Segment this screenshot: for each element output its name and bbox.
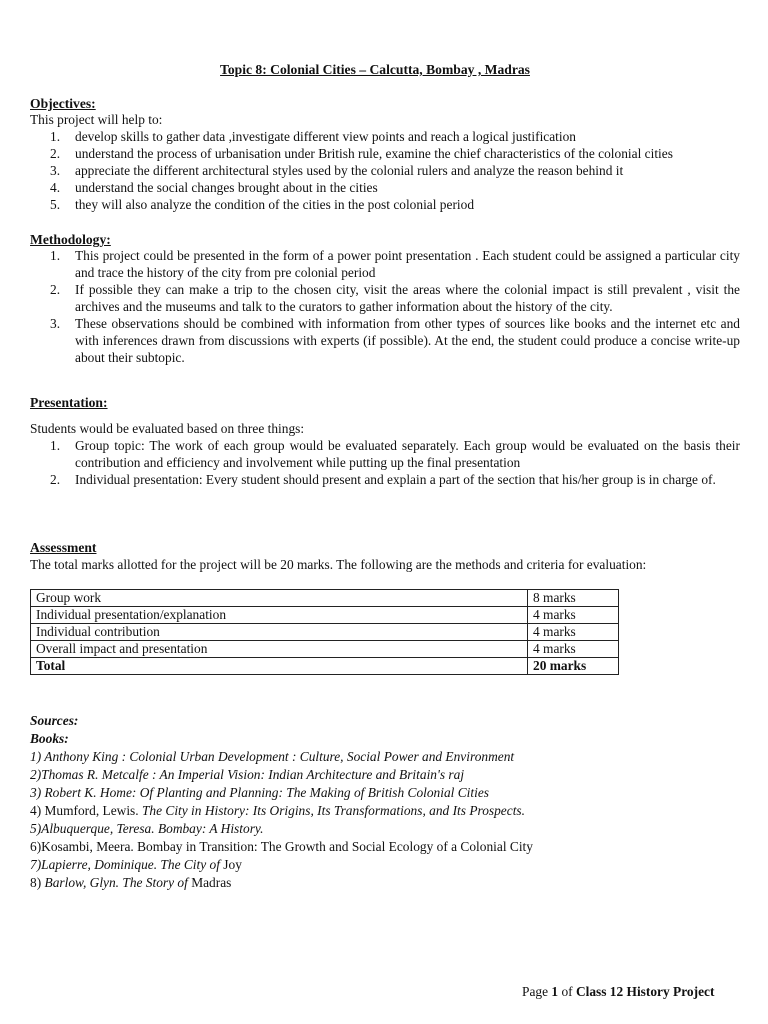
footer-of: of: [558, 984, 576, 999]
list-item-number: 2.: [50, 282, 61, 297]
book-8: [30, 874, 750, 892]
criterion-cell: Individual contribution: [31, 624, 528, 641]
footer-page-number: 1: [551, 984, 559, 999]
book-2: 2)Thomas R. Metcalfe : An Imperial Vision: Indian Architecture and Britain's raj: [30, 767, 465, 782]
book-4-author: 4) Mumford, Lewis.: [30, 803, 139, 818]
list-item-text: understand the social changes brought about in the cities: [75, 180, 378, 195]
list-item-number: 3.: [50, 163, 61, 178]
criterion-cell: Group work: [31, 590, 528, 607]
objective-item: [30, 162, 740, 179]
book-7: [30, 856, 750, 874]
presentation-item: [30, 471, 740, 488]
book-6: 6)Kosambi, Meera. Bombay in Transition: The Growth and Social Ecology of a Colonial City: [30, 839, 533, 854]
list-item-number: 3.: [50, 316, 61, 331]
book-5: 5)Albuquerque, Teresa. Bombay: A History.: [30, 821, 264, 836]
criterion-cell: Overall impact and presentation: [31, 641, 528, 658]
methodology-list: [30, 247, 740, 366]
list-item-text: If possible they can make a trip to the chosen city, visit the areas where the colonial impact is still prevalent , visit the archives and the museums and talk to the curators to gather information about the history of the city.: [75, 282, 740, 314]
list-item-number: 1.: [50, 248, 61, 263]
list-item-text: appreciate the different architectural styles used by the colonial rulers and analyze the reason behind it: [75, 163, 624, 178]
table-row: [31, 624, 619, 641]
assessment-intro: The total marks allotted for the project will be 20 marks. The following are the methods and criteria for evaluation:: [30, 557, 647, 572]
total-marks: 20 marks: [528, 658, 619, 675]
list-item-text: Group topic: The work of each group would be evaluated separately. Each group would be evaluated on the basis their contribution and efficiency and involvement while putting up the final presentation: [75, 438, 740, 470]
sources-heading: Sources:: [30, 713, 79, 728]
objective-item: [30, 128, 740, 145]
list-item-text: understand the process of urbanisation under British rule, examine the chief characteristics of the colonial cities: [75, 146, 673, 161]
books-heading: Books:: [30, 731, 69, 746]
list-item-text: they will also analyze the condition of the cities in the post colonial period: [75, 197, 475, 212]
table-row: [31, 590, 619, 607]
assessment-heading: Assessment: [30, 540, 97, 555]
objectives-list: [30, 128, 740, 213]
book-4: [30, 802, 750, 820]
presentation-item: [30, 437, 740, 471]
methodology-heading: Methodology:: [30, 232, 111, 247]
marks-cell: 4 marks: [528, 624, 619, 641]
list-item-text: Individual presentation: Every student should present and explain a part of the section that his/her group is in charge of.: [75, 472, 716, 487]
table-row-total: [31, 658, 619, 675]
methodology-item: [30, 281, 740, 315]
objective-item: [30, 196, 740, 213]
list-item-text: This project could be presented in the form of a power point presentation . Each student could be assigned a particular city and trace the history of the city from pre colonial period: [75, 248, 740, 280]
objective-item: [30, 179, 740, 196]
book-1: 1) Anthony King : Colonial Urban Development : Culture, Social Power and Environment: [30, 749, 515, 764]
list-item-text: develop skills to gather data ,investigate different view points and reach a logical justification: [75, 129, 577, 144]
presentation-intro: Students would be evaluated based on three things:: [30, 421, 305, 436]
objectives-intro: This project will help to:: [30, 112, 163, 127]
book-8-end: Madras: [187, 875, 232, 890]
objective-item: [30, 145, 740, 162]
list-item-number: 4.: [50, 180, 61, 195]
presentation-heading: Presentation:: [30, 395, 108, 410]
list-item-number: 1.: [50, 438, 61, 453]
table-row: [31, 607, 619, 624]
methodology-item: [30, 315, 740, 366]
marks-cell: 4 marks: [528, 607, 619, 624]
list-item-number: 2.: [50, 146, 61, 161]
presentation-list: [30, 437, 740, 488]
book-3: 3) Robert K. Home: Of Planting and Planning: The Making of British Colonial Cities: [30, 785, 489, 800]
book-4-title: The City in History: Its Origins, Its Transformations, and Its Prospects.: [138, 803, 525, 818]
table-row: [31, 641, 619, 658]
footer-doc-title: Class 12 History Project: [575, 984, 715, 999]
list-item-text: These observations should be combined with information from other types of sources like books and the internet etc and with inferences drawn from discussions with experts (if possible). At the end, the student could produce a concise write-up about their subtopic.: [75, 316, 740, 365]
list-item-number: 1.: [50, 129, 61, 144]
list-item-number: 2.: [50, 472, 61, 487]
book-8-num: 8): [30, 875, 45, 890]
book-7-end: Joy: [219, 857, 242, 872]
total-label: Total: [31, 658, 528, 675]
marks-cell: 8 marks: [528, 590, 619, 607]
book-8-text: Barlow, Glyn. The Story of: [44, 875, 188, 890]
page-title: Topic 8: Colonial Cities – Calcutta, Bombay , Madras: [220, 62, 530, 77]
objectives-heading: Objectives:: [30, 96, 96, 111]
methodology-item: [30, 247, 740, 281]
assessment-table: [30, 589, 619, 675]
criterion-cell: Individual presentation/explanation: [31, 607, 528, 624]
page-footer: [522, 983, 714, 1000]
list-item-number: 5.: [50, 197, 61, 212]
marks-cell: 4 marks: [528, 641, 619, 658]
book-7-text: 7)Lapierre, Dominique. The City of: [30, 857, 220, 872]
sources-section: [30, 712, 750, 892]
footer-page-prefix: Page: [522, 984, 552, 999]
